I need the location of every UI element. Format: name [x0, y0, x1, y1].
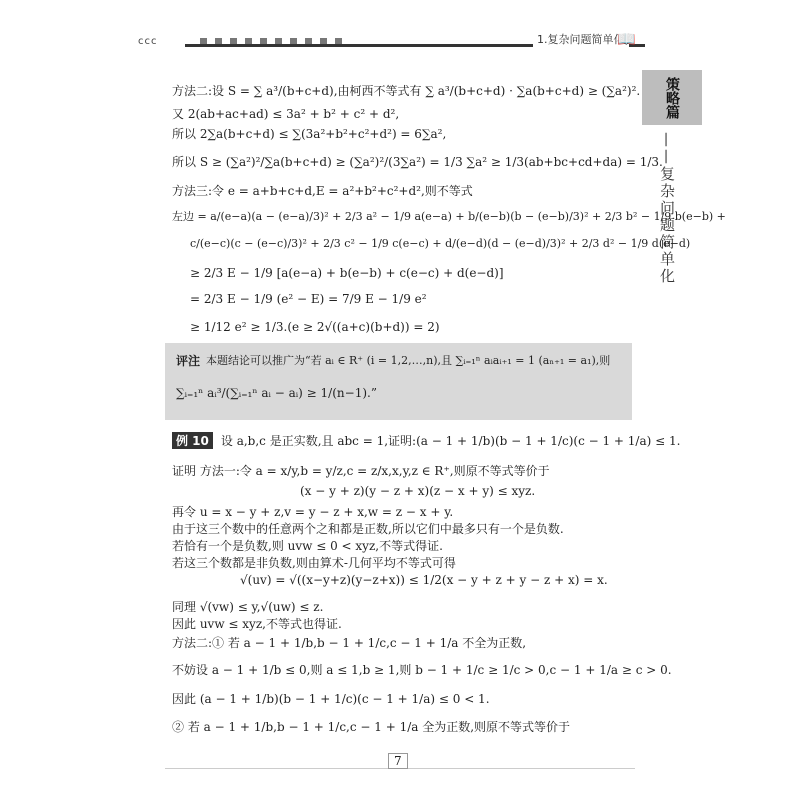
text-line: 方法三:令 e = a+b+c+d,E = a²+b²+c²+d²,则不等式	[172, 184, 473, 198]
example-badge: 例 10	[172, 432, 213, 449]
proof-line: 再令 u = x − y + z,v = y − z + x,w = z − x + y.	[172, 505, 454, 519]
text-line: 所以 2∑a(b+c+d) ≤ ∑(3a²+b²+c²+d²) = 6∑a²,	[172, 127, 447, 141]
book-icon: 📖	[617, 30, 636, 48]
text-line: ≥ 1/12 e² ≥ 1/3.(e ≥ 2√((a+c)(b+d)) = 2)	[190, 320, 440, 334]
text-line: 所以 S ≥ (∑a²)²/∑a(b+c+d) ≥ (∑a²)²/(3∑a²) = 1/3 ∑a² ≥ 1/3(ab+bc+cd+da) = 1/3.	[172, 155, 663, 169]
example-text: 设 a,b,c 是正实数,且 abc = 1,证明:(a − 1 + 1/b)(b − 1 + 1/c)(c − 1 + 1/a) ≤ 1.	[220, 434, 681, 448]
text-line: = 2/3 E − 1/9 (e² − E) = 7/9 E − 1/9 e²	[190, 292, 427, 306]
proof-line: 因此 (a − 1 + 1/b)(b − 1 + 1/c)(c − 1 + 1/a) ≤ 0 < 1.	[172, 692, 490, 706]
proof-line: 同理 √(vw) ≤ y,√(uw) ≤ z.	[172, 600, 324, 614]
proof-line: 若恰有一个是负数,则 uvw ≤ 0 < xyz,不等式得证.	[172, 539, 443, 553]
proof-line: 若这三个数都是非负数,则由算术-几何平均不等式可得	[172, 556, 456, 570]
text-line: 又 2(ab+ac+ad) ≤ 3a² + b² + c² + d²,	[172, 107, 400, 121]
side-tab-subtitle: ——复杂问题简单化	[658, 132, 676, 285]
text-line: 方法二:设 S = ∑ a³/(b+c+d),由柯西不等式有 ∑ a³/(b+c+d) · ∑a(b+c+d) ≥ (∑a²)².	[172, 84, 641, 98]
remark-formula: ∑ᵢ₌₁ⁿ aᵢ³/(∑ᵢ₌₁ⁿ aᵢ − aᵢ) ≥ 1/(n−1).”	[176, 386, 377, 400]
proof-line: 证明 方法一:令 a = x/y,b = y/z,c = z/x,x,y,z ∈ R⁺,则原不等式等价于	[172, 464, 550, 478]
example-line	[172, 432, 680, 449]
remark-text: 本题结论可以推广为“若 aᵢ ∈ R⁺ (i = 1,2,…,n),且 ∑ᵢ₌₁ⁿ aᵢaᵢ₊₁ = 1 (aₙ₊₁ = a₁),则	[206, 354, 611, 367]
proof-line: ② 若 a − 1 + 1/b,b − 1 + 1/c,c − 1 + 1/a 全为正数,则原不等式等价于	[172, 720, 571, 734]
proof-line: (x − y + z)(y − z + x)(z − x + y) ≤ xyz.	[300, 484, 536, 498]
text-line: 左边 = a/(e−a)(a − (e−a)/3)² + 2/3 a² − 1/9 a(e−a) + b/(e−b)(b − (e−b)/3)² + 2/3 b² − 1/9 b(e−b) +	[172, 210, 726, 223]
text-line: ≥ 2/3 E − 1/9 [a(e−a) + b(e−b) + c(e−c) + d(e−d)]	[190, 266, 504, 280]
header-title: 1.复杂问题简单化	[533, 31, 629, 47]
proof-line: 不妨设 a − 1 + 1/b ≤ 0,则 a ≤ 1,b ≥ 1,则 b − 1 + 1/c ≥ 1/c > 0,c − 1 + 1/a ≥ c > 0.	[172, 663, 672, 677]
side-tab-label: 策略篇	[642, 70, 702, 125]
text-line: c/(e−c)(c − (e−c)/3)² + 2/3 c² − 1/9 c(e−c) + d/(e−d)(d − (e−d)/3)² + 2/3 d² − 1/9 d(e−d)	[190, 237, 691, 250]
proof-line: √(uv) = √((x−y+z)(y−z+x)) ≤ 1/2(x − y + z + y − z + x) = x.	[240, 573, 608, 587]
page-number: 7	[388, 753, 408, 769]
header-decoration: ccc	[138, 36, 158, 47]
proof-line: 方法二:① 若 a − 1 + 1/b,b − 1 + 1/c,c − 1 + 1/a 不全为正数,	[172, 636, 527, 650]
remark-label: 评注	[176, 354, 201, 368]
proof-line: 因此 uvw ≤ xyz,不等式也得证.	[172, 617, 342, 631]
proof-line: 由于这三个数中的任意两个之和都是正数,所以它们中最多只有一个是负数.	[172, 522, 564, 536]
